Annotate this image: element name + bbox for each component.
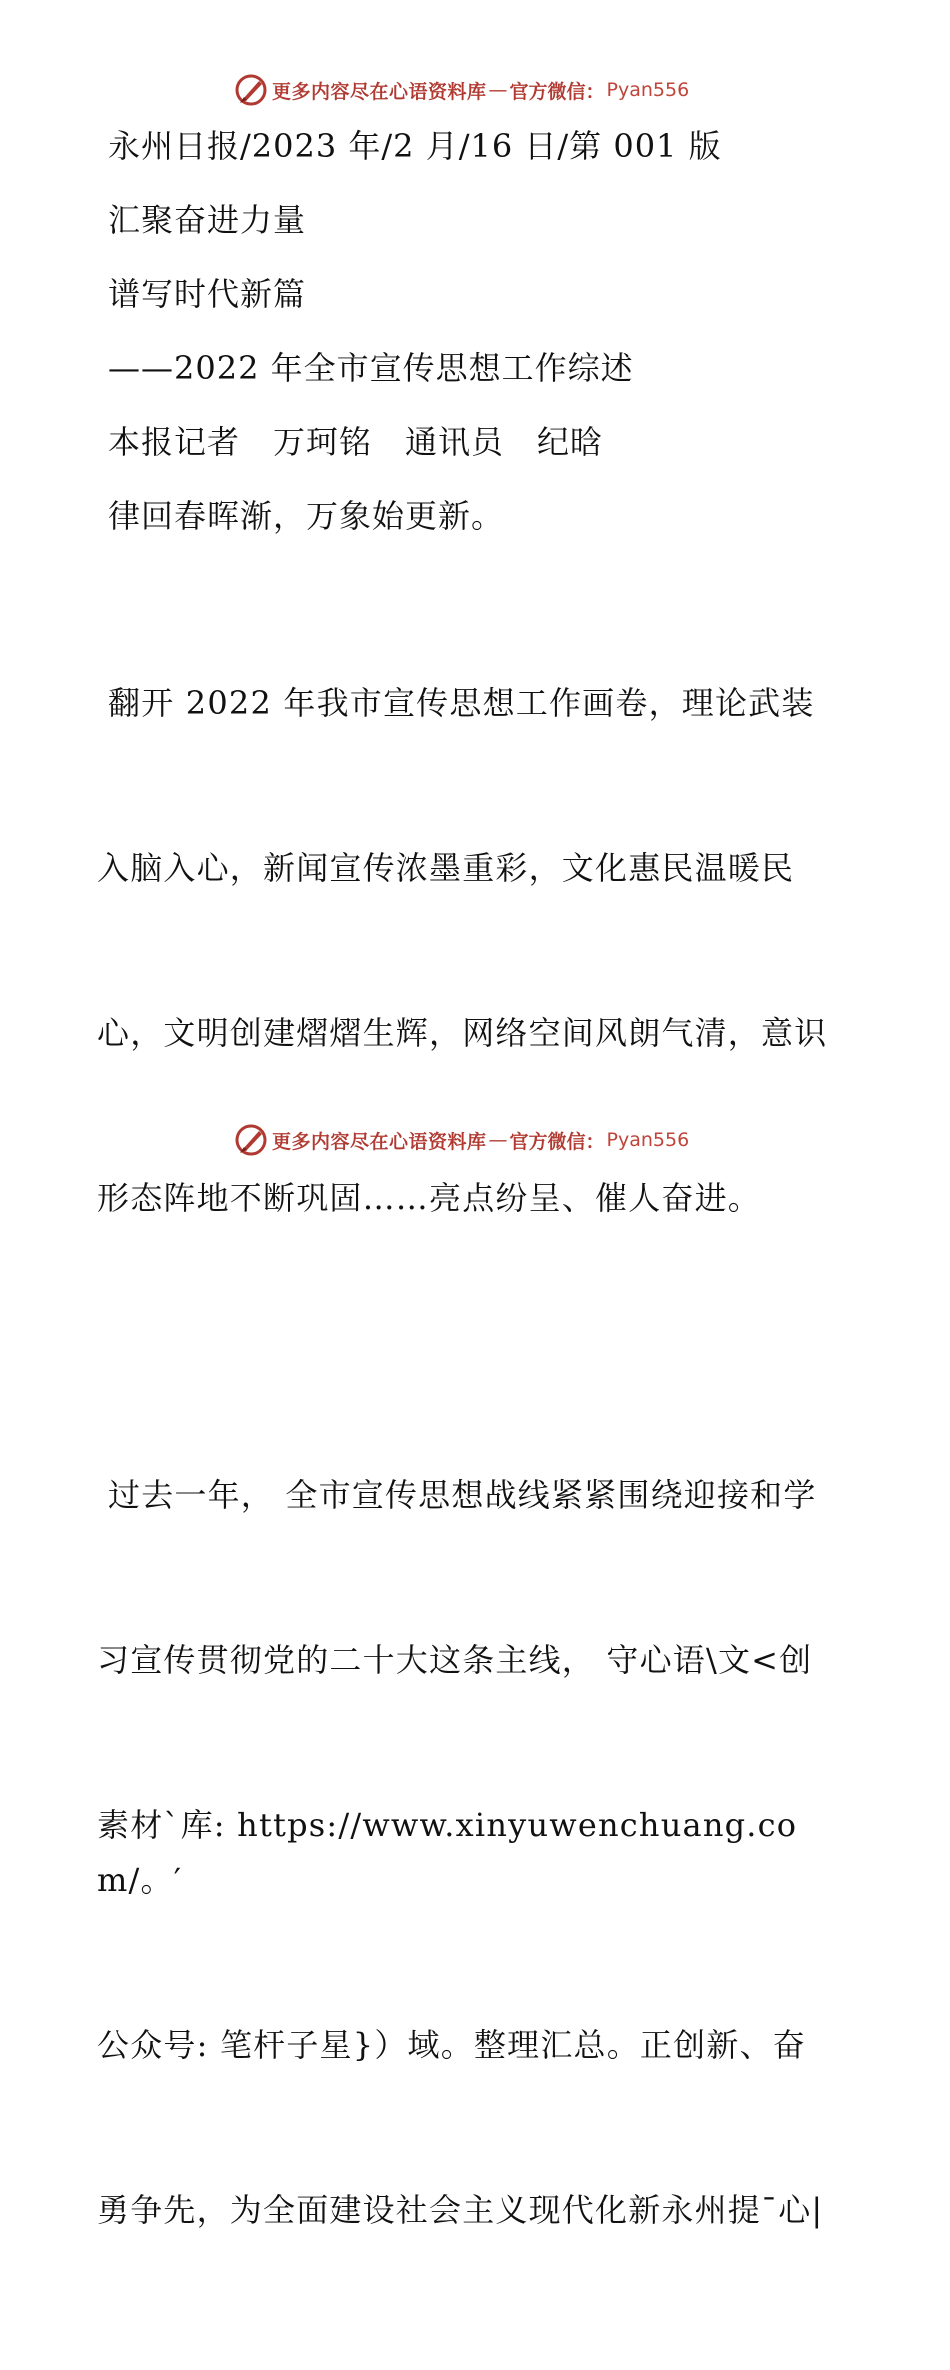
watermark-footer <box>234 1122 689 1158</box>
paragraph-line: 心，文明创建熠熠生辉，网络空间风朗气清，意识 <box>97 1014 828 1052</box>
paragraph-line: 公众号: 笔杆子星}）域。整理汇总。正创新、奋 <box>97 2026 806 2064</box>
article-dateline: 永州日报/2023 年/2 月/16 日/第 001 版 <box>108 127 722 165</box>
watermark-wechat-id: Pyan556 <box>606 1129 690 1151</box>
paragraph-line: 勇争先，为全面建设社会主义现代化新永州提¯心| <box>97 2191 824 2229</box>
article-paragraph-2 <box>97 1358 857 2348</box>
watermark-wechat-label: 官方微信： <box>509 1130 605 1153</box>
watermark-wechat-id: Pyan556 <box>606 79 690 101</box>
article-paragraph-1 <box>97 566 857 1336</box>
article-title-line-2: 谱写时代新篇 <box>108 275 307 313</box>
watermark-wechat-label: 官方微信： <box>509 80 605 103</box>
article-byline: 本报记者 万珂铭 通讯员 纪晗 <box>108 423 604 461</box>
paragraph-line: 形态阵地不断巩固……亮点纷呈、催人奋进。 <box>97 1179 762 1217</box>
watermark-header <box>234 72 689 108</box>
quill-pen-circle-icon <box>234 73 268 107</box>
quill-pen-circle-icon <box>234 1123 268 1157</box>
watermark-dash: — <box>488 1129 508 1151</box>
article-body <box>97 122 857 2370</box>
article-lead: 律回春晖渐，万象始更新。 <box>108 497 505 535</box>
watermark-text: 更多内容尽在心语资料库 <box>272 80 487 103</box>
paragraph-line: 入脑入心，新闻宣传浓墨重彩，文化惠民温暖民 <box>97 849 795 887</box>
paragraph-line: 习宣传贯彻党的二十大这条主线， 守心语\文<创 <box>97 1641 813 1679</box>
paragraph-line: 素材`库: https://www.xinyuwenchuang.com/。′ <box>97 1806 798 1899</box>
paragraph-line: 过去一年， 全市宣传思想战线紧紧围绕迎接和学 <box>108 1476 817 1514</box>
article-subtitle: ——2022 年全市宣传思想工作综述 <box>108 349 634 387</box>
watermark-text: 更多内容尽在心语资料库 <box>272 1130 487 1153</box>
paragraph-line: 翻开 2022 年我市宣传思想工作画卷，理论武装 <box>108 684 815 722</box>
article-title-line-1: 汇聚奋进力量 <box>108 201 307 239</box>
watermark-dash: — <box>488 79 508 101</box>
